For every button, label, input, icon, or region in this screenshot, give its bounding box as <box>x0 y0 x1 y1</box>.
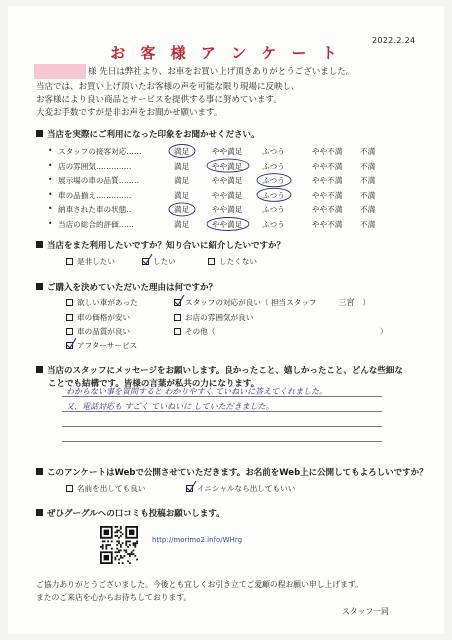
q2-heading-text: 当店をまた利用したいですか？知り合いに紹介したいですか？ <box>47 241 286 251</box>
q1-rating-option[interactable]: やや満足 <box>212 190 243 200</box>
selection-circle <box>207 159 249 172</box>
q3-option-label: その他（ <box>185 327 216 336</box>
q5-option-label: 名前を出しても良い <box>77 484 146 493</box>
q1-rating-option[interactable]: ふつう <box>262 190 285 200</box>
q1-rating-option[interactable]: 満足 <box>174 205 190 215</box>
q4-heading-text: 当店のスタッフにメッセージをお願いします。良かったこと、嬉しかったこと、どんな些細な <box>47 366 403 376</box>
check-mark-icon <box>175 295 184 305</box>
q1-rating-option[interactable]: ふつう <box>262 176 285 186</box>
q2-option-label: したくない <box>219 257 257 266</box>
closing-signature: スタッフ一同 <box>342 607 389 616</box>
selection-circle <box>257 188 291 201</box>
survey-title: お 客 様 ア ン ケ ー ト <box>110 44 342 62</box>
q1-heading-text: 当店を実際にご利用になった印象をお聞かせください。 <box>47 130 260 140</box>
review-url-link[interactable]: http://morimo2.info/WHrg <box>152 536 243 544</box>
q3-option-label: お店の雰囲気が良い <box>185 313 254 322</box>
q1-rating-option[interactable]: やや不満 <box>312 190 343 200</box>
check-mark-icon <box>143 254 152 264</box>
selection-circle <box>257 174 291 187</box>
q1-rating-option[interactable]: 不満 <box>360 176 376 186</box>
close-paren: ） <box>362 298 371 307</box>
other-close-paren: ） <box>380 327 388 336</box>
q1-rating-option[interactable]: やや満足 <box>212 161 243 171</box>
q1-row-label: 納車された車の状態‥ <box>58 205 132 215</box>
q6-heading-text: ぜひグーグルへの口コミも投稿お願いします。 <box>47 509 225 519</box>
q1-rating-option[interactable]: ふつう <box>262 147 285 156</box>
q1-rating-option[interactable]: やや不満 <box>312 205 343 215</box>
intro-line-2: 当店では、お買い上げ頂いたお客様の声を可能な限り現場に反映し、 <box>36 82 300 92</box>
q1-row-label: 店の雰囲気‥‥‥‥‥‥‥ <box>58 161 132 171</box>
intro-line-4: 大変お手数ですが是非お声をお聞かせ願います。 <box>36 108 223 118</box>
row-bullet-icon: • <box>48 175 53 185</box>
survey-date: 2022.2.24 <box>372 36 416 45</box>
q1-row-label: 当店の総合的評価‥‥‥ <box>58 220 134 229</box>
closing-line-2: またのご来店を心からお待ちしております。 <box>36 593 192 602</box>
selection-circle <box>207 218 249 231</box>
row-bullet-icon: • <box>48 219 53 228</box>
intro-line-1: 様 先日は弊社より、お車をお買い上げ頂きありがとうございました。 <box>88 67 355 77</box>
handwritten-line-1[interactable]: わからない事を質問すると わかりやすく ていねいに答えてくれました。 <box>66 387 328 396</box>
q1-rating-option[interactable]: 満足 <box>174 190 190 200</box>
q5-heading-text: このアンケートはWebで公開させていただきます。お名前をWeb上に公開してもよろしいですか？ <box>47 468 428 478</box>
q5-option-label: イニシャルなら出してもいい <box>197 484 296 493</box>
q1-rating-option[interactable]: 不満 <box>360 205 376 215</box>
q1-row-label: スタッフの接客対応‥‥‥ <box>58 147 142 156</box>
q2-option-label: したい <box>153 257 176 266</box>
q2-option-label: 是非したい <box>77 257 115 266</box>
q3-option-label: 欲しい車があった <box>77 298 138 307</box>
check-mark-icon <box>67 338 76 348</box>
handwritten-line-2[interactable]: 又、電話対応も すごく ていねいに していただきました。 <box>66 402 274 411</box>
q1-row-label: 展示場の車の品質‥‥‥‥ <box>58 176 140 186</box>
q1-rating-option[interactable]: 不満 <box>360 190 376 200</box>
staff-label: 担当スタッフ <box>270 298 317 307</box>
q4-heading-line-2: ことでも結構です。皆様の言葉が私共の力になります。 <box>48 379 260 389</box>
q1-rating-option[interactable]: やや満足 <box>212 220 243 229</box>
q3-option-label: アフターサービス <box>77 341 138 350</box>
row-bullet-icon: • <box>48 204 53 214</box>
q3-option-label: 車の価格が安い <box>77 313 131 322</box>
q1-rating-option[interactable]: 満足 <box>174 176 190 186</box>
q1-rating-option[interactable]: 満足 <box>174 220 190 229</box>
q1-rating-option[interactable]: ふつう <box>262 161 285 171</box>
check-mark-icon <box>187 481 196 491</box>
q3-option-label: 車の品質が良い <box>77 327 131 336</box>
q1-rating-option[interactable]: 不満 <box>360 161 376 171</box>
q3-option-label: スタッフの対応が良い（ <box>185 298 269 307</box>
q1-rating-option[interactable]: やや不満 <box>312 161 343 171</box>
selection-circle <box>169 145 195 158</box>
q1-rating-option[interactable]: 満足 <box>174 161 190 171</box>
q1-rating-option[interactable]: ふつう <box>262 205 285 215</box>
q1-rating-option[interactable]: 不満 <box>360 220 376 229</box>
q1-rating-option[interactable]: やや満足 <box>212 147 243 156</box>
selection-circle <box>169 203 195 216</box>
q1-rating-option[interactable]: やや不満 <box>312 147 343 156</box>
staff-name: 三宮 <box>338 298 355 307</box>
row-bullet-icon: • <box>48 146 53 155</box>
row-bullet-icon: • <box>48 189 53 199</box>
q3-heading-text: ご購入を決めていただいた理由は何ですか？ <box>47 283 218 293</box>
q1-rating-option[interactable]: 満足 <box>174 147 190 156</box>
q1-rating-option[interactable]: 不満 <box>360 147 376 156</box>
q1-rating-option[interactable]: ふつう <box>262 220 285 229</box>
q1-rating-option[interactable]: やや不満 <box>312 176 343 186</box>
row-bullet-icon: • <box>48 160 53 170</box>
q1-rating-option[interactable]: やや満足 <box>212 176 243 186</box>
q1-rating-option[interactable]: やや不満 <box>312 220 343 229</box>
intro-line-3: お客様により良い商品とサービスを提供する事に努めています。 <box>36 95 282 105</box>
q1-rating-option[interactable]: やや満足 <box>212 205 243 215</box>
q1-row-label: 車の品揃え‥‥‥‥‥‥‥ <box>58 190 132 200</box>
closing-line-1: ご協力ありがとうございました。今後とも宜しくお引き立てご愛顧の程お願い申し上げます。 <box>36 580 363 589</box>
